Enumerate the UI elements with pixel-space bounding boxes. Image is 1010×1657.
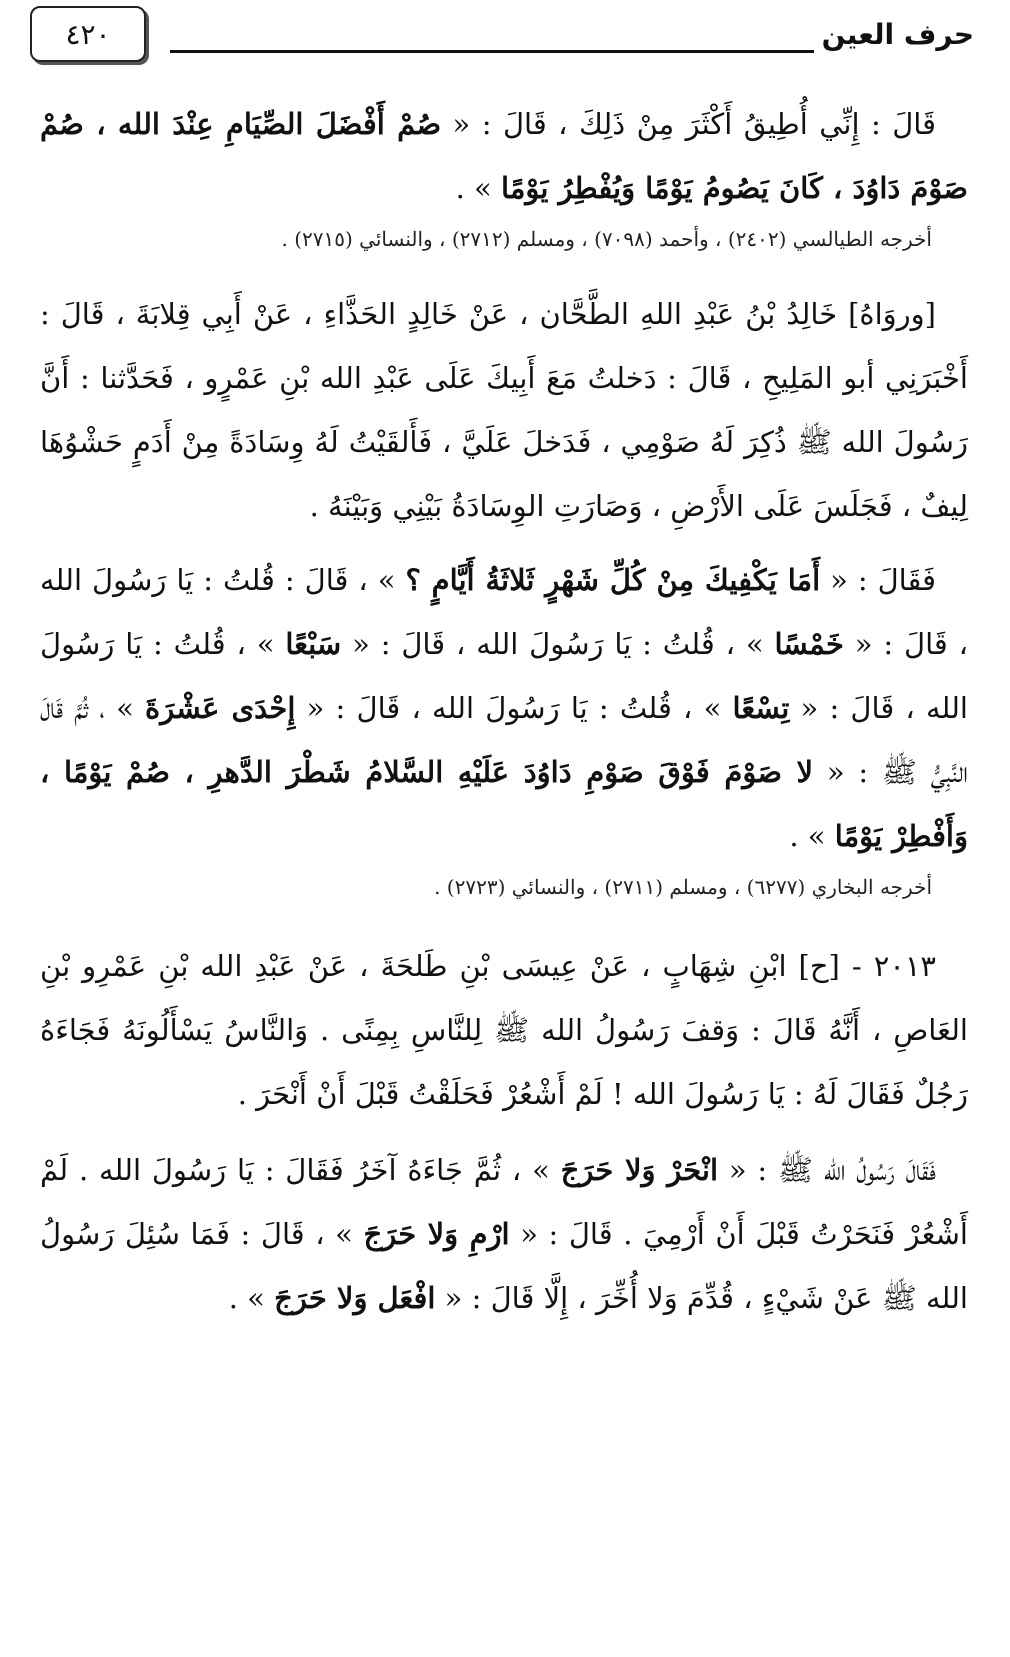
paragraph-3 [40, 548, 968, 868]
p3-m: » . [789, 819, 835, 853]
paragraph-5 [40, 1138, 968, 1330]
page-body [40, 92, 968, 1330]
page-header [30, 6, 974, 66]
paragraph-1-quote: صُمْ أَفْضَلَ الصِّيَامِ عِنْدَ الله ، صُمْ صَوْمَ دَاوُدَ ، كَانَ يَصُومُ يَوْمًا وَيُفْطِرُ يَوْمًا [40, 107, 968, 205]
p3-k: » ، ثُمَّ قَالَ النَّبِيُّ ﷺ : « [40, 691, 968, 789]
paragraph-1 [40, 92, 968, 220]
p3-j: إِحْدَى عَشْرَةَ [145, 691, 296, 725]
chapter-title: حرف العين [821, 18, 974, 51]
p4-text: - [ح] ابْنِ شِهَابٍ ، عَنْ عِيسَى بْنِ طَلحَةَ ، عَنْ عَبْدِ الله بْنِ عَمْرِو بْنِ العَاصِ ، أَنَّهُ قَالَ : وَقفَ رَسُولُ الله ﷺ لِلنَّاسِ بِمِنًى . وَالنَّاسُ يَسْأَلُونَهُ فَجَاءَهُ رَجُلٌ فَقَالَ لَهُ : يَا رَسُولَ الله ! لَمْ أَشْعُرْ فَحَلَقْتُ قَبْلَ أَنْ أَنْحَرَ . [40, 949, 968, 1111]
p5-e: » ، قَالَ : فَمَا سُئِلَ رَسُولُ الله ﷺ عَنْ شَيْءٍ ، قُدِّمَ وَلا أُخِّرَ ، إِلَّا قَالَ : « [40, 1217, 968, 1315]
p3-g: » ، قُلتُ : يَا رَسُولَ الله ، قَالَ : « [40, 627, 968, 725]
p3-f: سَبْعًا [285, 627, 342, 661]
paragraph-1-text-c: » . [455, 171, 502, 205]
p3-h: تِسْعًا [732, 691, 790, 725]
p3-a: فَقَالَ : « [820, 563, 937, 597]
p5-f: افْعَل وَلا حَرَجَ [274, 1281, 436, 1315]
page-number: ٤٢٠ [30, 6, 146, 62]
paragraph-4 [40, 934, 968, 1126]
paragraph-1-text-a: قَالَ : إِنِّي أُطِيقُ أَكْثَرَ مِنْ ذَلِكَ ، قَالَ : « [441, 107, 936, 141]
p5-g: » . [228, 1281, 275, 1315]
header-rule [170, 50, 814, 53]
p3-i: » ، قُلتُ : يَا رَسُولَ الله ، قَالَ : « [295, 691, 733, 725]
p3-d: خَمْسًا [774, 627, 844, 661]
p3-b: أَمَا يَكْفِيكَ مِنْ كُلِّ شَهْرٍ ثَلاثَةُ أَيَّامٍ ؟ [405, 563, 821, 597]
p3-l: لا صَوْمَ فَوْقَ صَوْمِ دَاوُدَ عَلَيْهِ السَّلامُ شَطْرَ الدَّهرِ ، صُمْ يَوْمًا ، وَأَفْطِرْ يَوْمًا [40, 755, 968, 853]
p5-c: » ، ثُمَّ جَاءَهُ آخَرُ فَقَالَ : يَا رَسُولَ الله . لَمْ أَشْعُرْ فَنَحَرْتُ قَبْلَ أَنْ أَرْمِيَ . قَالَ : « [40, 1153, 968, 1251]
footnote-1: أخرجه الطيالسي (٢٤٠٢) ، وأحمد (٧٠٩٨) ، ومسلم (٢٧١٢) ، والنسائي (٢٧١٥) . [281, 227, 932, 251]
p5-d: ارْمِ وَلا حَرَجَ [363, 1217, 510, 1251]
p5-a: فَقَالَ رَسُولُ الله ﷺ : « [718, 1153, 936, 1187]
p3-e: » ، قُلتُ : يَا رَسُولَ الله ، قَالَ : « [341, 627, 775, 661]
hadith-number: ٢٠١٣ [873, 949, 936, 983]
p3-c: » ، قَالَ : قُلتُ : يَا رَسُولَ الله ، قَالَ : « [40, 563, 969, 661]
footnote-2: أخرجه البخاري (٦٢٧٧) ، ومسلم (٢٧١١) ، والنسائي (٢٧٢٣) . [434, 875, 932, 899]
p5-b: انْحَرْ وَلا حَرَجَ [560, 1153, 719, 1187]
paragraph-2: [وروَاهُ] خَالِدُ بْنُ عَبْدِ اللهِ الطَّحَّان ، عَنْ خَالِدٍ الحَذَّاءِ ، عَنْ أَبِي قِلابَةَ ، قَالَ : أَخْبَرَنِي أبو المَلِيحِ ، قَالَ : دَخلتُ مَعَ أَبِيكَ عَلَى عَبْدِ الله بْنِ عَمْرٍو ، فَحَدَّثنا : أَنَّ رَسُولَ الله ﷺ ذُكِرَ لَهُ صَوْمِي ، فَدَخلَ عَلَيَّ ، فَأَلقَيْتُ لَهُ وِسَادَةً مِنْ أَدَمٍ حَشْوُهَا لِيفٌ ، فَجَلَسَ عَلَى الأَرْضِ ، وَصَارَتِ الوِسَادَةُ بَيْنِي وَبَيْنَهُ . [40, 297, 968, 523]
